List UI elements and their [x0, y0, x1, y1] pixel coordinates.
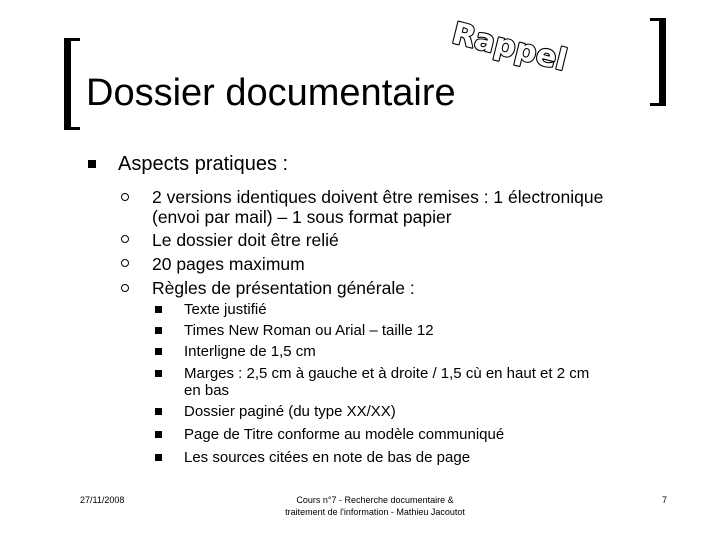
bullet-square — [155, 370, 162, 377]
sub-list-item: Times New Roman ou Arial – taille 12 — [184, 322, 434, 339]
bullet-square — [155, 431, 162, 438]
footer-center-line1: Cours n°7 - Recherche documentaire & — [296, 495, 454, 505]
list-item: 20 pages maximum — [152, 254, 305, 274]
bullet-square — [88, 160, 96, 168]
bullet-square — [155, 454, 162, 461]
bullet-circle — [121, 193, 129, 201]
sub-list-item-continuation: en bas — [184, 382, 230, 399]
footer-center-line2: traitement de l'information - Mathieu Jacoutot — [285, 507, 465, 517]
bullet-circle — [121, 259, 129, 267]
sub-list-item: Marges : 2,5 cm à gauche et à droite / 1,5 cù en haut et 2 cm — [184, 365, 590, 382]
bullet-circle — [121, 235, 129, 243]
footer-date: 27/11/2008 — [80, 495, 125, 505]
list-item: Règles de présentation générale : — [152, 278, 415, 298]
sub-list-item: Page de Titre conforme au modèle communiqué — [184, 426, 505, 443]
footer-page-number: 7 — [662, 495, 668, 505]
list-item: Le dossier doit être relié — [152, 230, 339, 250]
rappel-stamp — [448, 16, 571, 90]
title-bracket-left — [64, 38, 80, 130]
stamp-text: Rappel — [448, 16, 571, 79]
bullet-square — [155, 408, 162, 415]
sub-list-item: Interligne de 1,5 cm — [184, 343, 316, 360]
bullet-circle — [121, 284, 129, 292]
sub-list-item: Texte justifié — [184, 301, 267, 318]
sub-list-item: Dossier paginé (du type XX/XX) — [184, 403, 396, 420]
bullet-square — [155, 306, 162, 313]
title-bracket-right — [650, 18, 666, 106]
sub-list-item: Les sources citées en note de bas de page — [184, 449, 471, 466]
list-item: 2 versions identiques doivent être remises : 1 électronique — [152, 187, 604, 207]
slide-title: Dossier documentaire — [86, 72, 456, 114]
bullet-square — [155, 348, 162, 355]
bullet-square — [155, 327, 162, 334]
footer-center — [240, 494, 510, 518]
list-item-continuation: (envoi par mail) – 1 sous format papier — [152, 207, 452, 227]
section-heading: Aspects pratiques : — [118, 153, 289, 175]
